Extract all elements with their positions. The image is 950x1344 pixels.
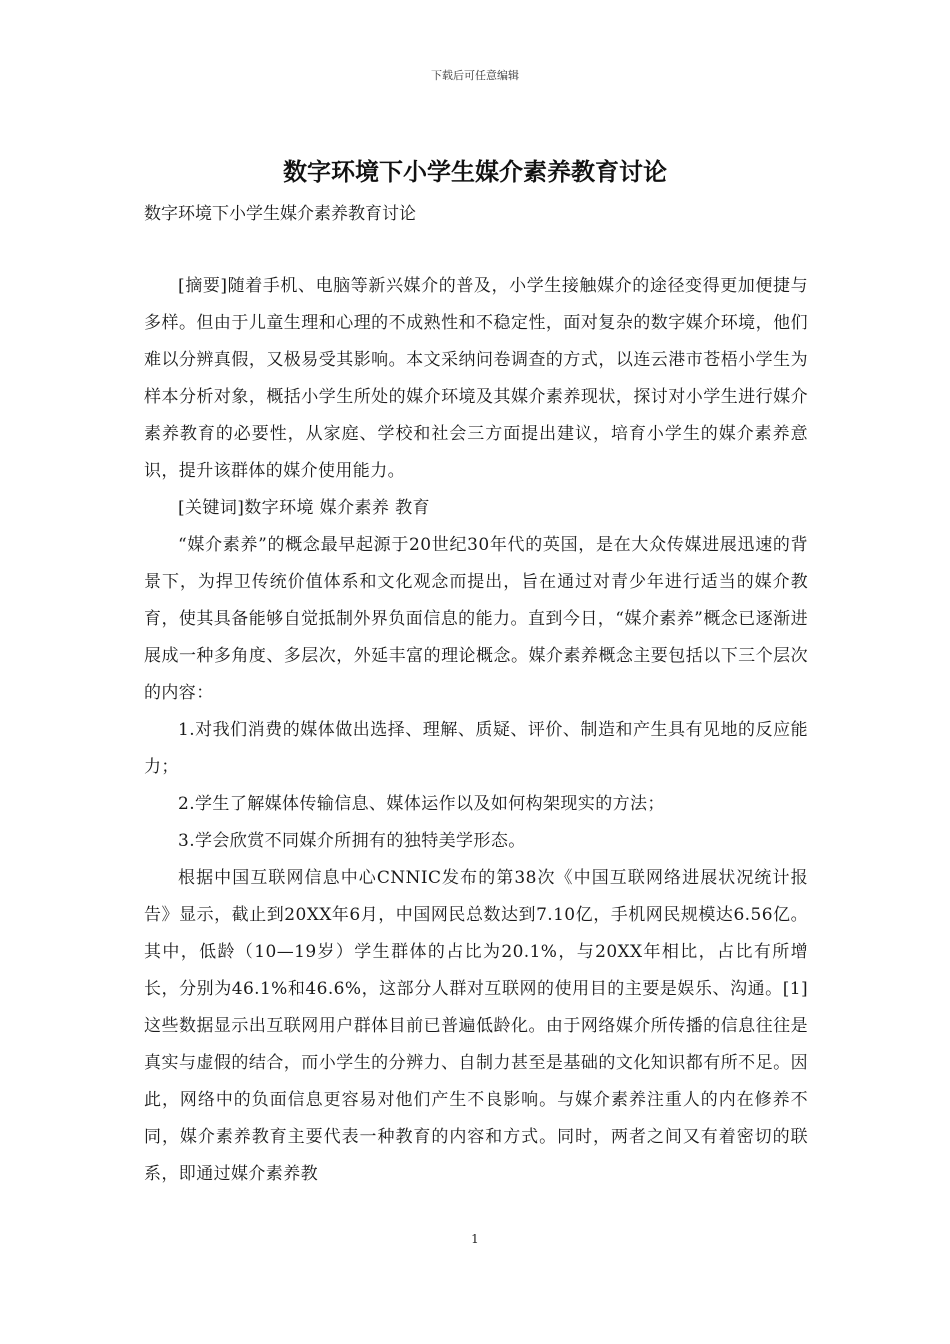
keywords-paragraph: [关键词]数字环境 媒介素养 教育 (178, 498, 430, 518)
list-item-3: 3.学会欣赏不同媒介所拥有的独特美学形态。 (178, 831, 526, 851)
page-number: 1 (471, 1232, 479, 1246)
document-subtitle: 数字环境下小学生媒介素养教育讨论 (144, 204, 416, 224)
list-item-2: 2.学生了解媒体传输信息、媒体运作以及如何构架现实的方法； (178, 794, 665, 814)
document-body (144, 268, 808, 1193)
document-title: 数字环境下小学生媒介素养教育讨论 (283, 157, 667, 186)
intro-paragraph: “媒介素养”的概念最早起源于20世纪30年代的英国，是在大众传媒进展迅速的背景下，为捍卫传统价值体系和文化观念而提出，旨在通过对青少年进行适当的媒介教育，使其具备能够自觉抵制外界负面信息的能力。直到今日，“媒介素养”概念已逐渐进展成一种多角度、多层次，外延丰富的理论概念。媒介素养概念主要包括以下三个层次的内容： (144, 535, 808, 703)
abstract-paragraph: [摘要]随着手机、电脑等新兴媒介的普及，小学生接触媒介的途径变得更加便捷与多样。但由于儿童生理和心理的不成熟性和不稳定性，面对复杂的数字媒介环境，他们难以分辨真假，又极易受其影响。本文采纳问卷调查的方式，以连云港市苍梧小学生为样本分析对象，概括小学生所处的媒介环境及其媒介素养现状，探讨对小学生进行媒介素养教育的必要性，从家庭、学校和社会三方面提出建议，培育小学生的媒介素养意识，提升该群体的媒介使用能力。 (144, 276, 808, 481)
list-item-1: 1.对我们消费的媒体做出选择、理解、质疑、评价、制造和产生具有见地的反应能力； (144, 720, 808, 777)
header-note: 下载后可任意编辑 (431, 69, 519, 82)
statistics-paragraph: 根据中国互联网信息中心CNNIC发布的第38次《中国互联网络进展状况统计报告》显示，截止到20XX年6月，中国网民总数达到7.10亿，手机网民规模达6.56亿。其中，低龄（10—19岁）学生群体的占比为20.1%，与20XX年相比，占比有所增长，分别为46.1%和46.6%，这部分人群对互联网的使用目的主要是娱乐、沟通。[1]这些数据显示出互联网用户群体目前已普遍低龄化。由于网络媒介所传播的信息往往是真实与虚假的结合，而小学生的分辨力、自制力甚至是基础的文化知识都有所不足。因此，网络中的负面信息更容易对他们产生不良影响。与媒介素养注重人的内在修养不同，媒介素养教育主要代表一种教育的内容和方式。同时，两者之间又有着密切的联系，即通过媒介素养教 (144, 868, 808, 1184)
